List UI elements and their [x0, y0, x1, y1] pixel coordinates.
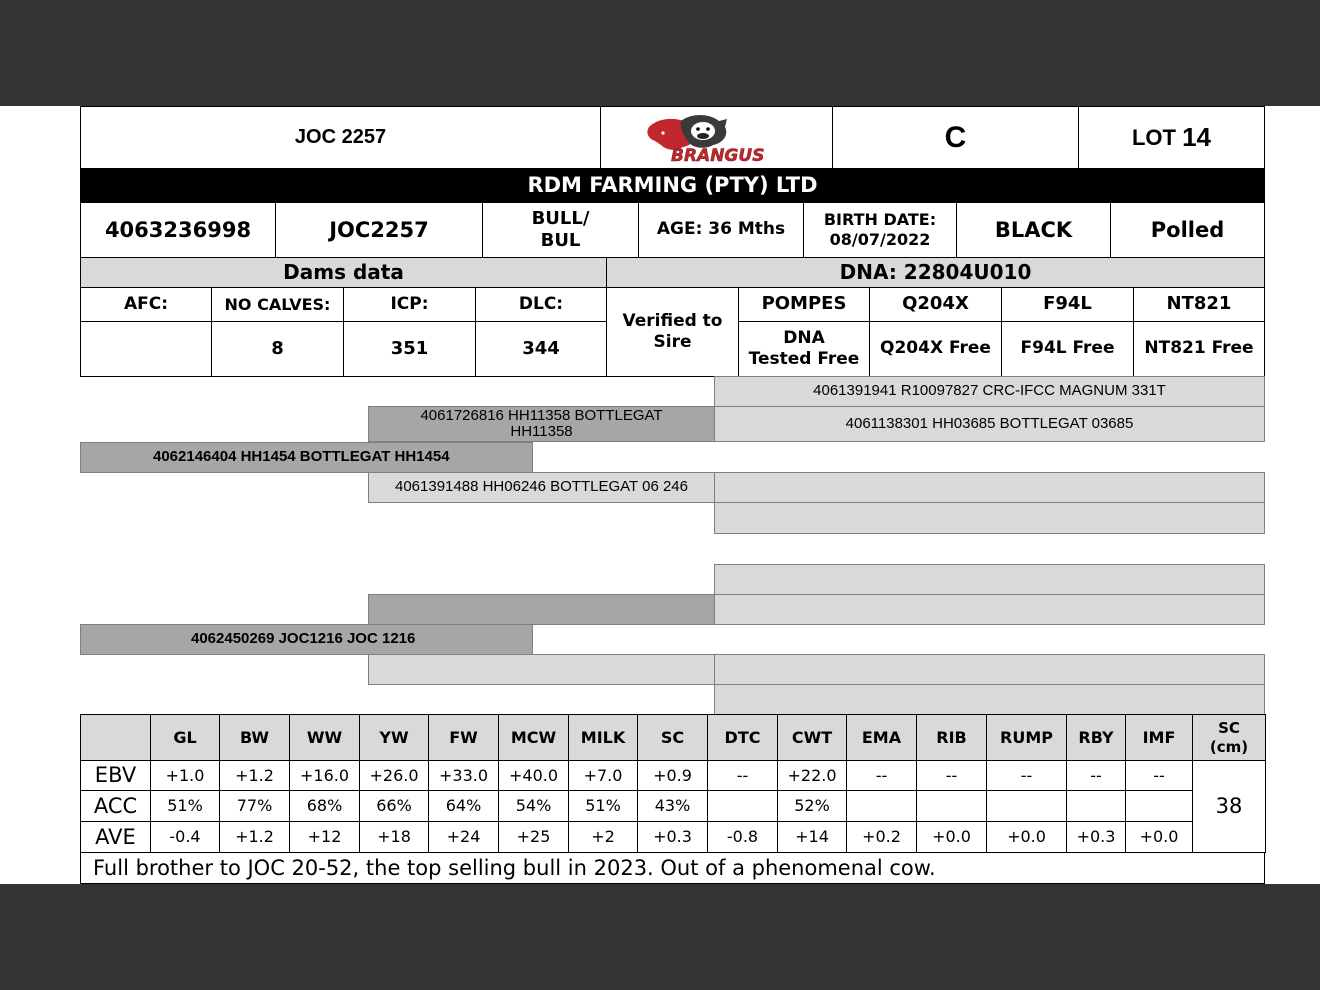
ebv-header-yw: YW	[359, 714, 429, 761]
ebv-ave-imf: +0.0	[1125, 821, 1193, 853]
ebv-header-dtc: DTC	[707, 714, 778, 761]
ebv-header-rump: RUMP	[986, 714, 1067, 761]
pedigree-dam-dam	[368, 654, 715, 685]
ebv-ebv-bw: +1.2	[219, 760, 290, 791]
sc-cm-line2: (cm)	[1209, 737, 1249, 756]
ebv-ebv-cwt: +22.0	[777, 760, 847, 791]
ebv-acc-bw: 77%	[219, 790, 290, 822]
ebv-ebv-dtc: --	[707, 760, 778, 791]
lot-value: 14	[1182, 122, 1212, 153]
dna-header-nt821: NT821	[1133, 287, 1265, 322]
ebv-acc-gl: 51%	[150, 790, 220, 822]
pedigree-dam-sire-dam	[714, 594, 1265, 625]
verified-line1: Verified to	[622, 310, 723, 331]
ebv-row-label-ebv: EBV	[80, 760, 151, 791]
animal-sex	[482, 202, 639, 258]
animal-colour: BLACK	[956, 202, 1111, 258]
pedigree-sire: 4062146404 HH1454 BOTTLEGAT HH1454	[80, 442, 533, 473]
birth-date-label: BIRTH DATE:	[823, 210, 937, 229]
animal-age: AGE: 36 Mths	[638, 202, 804, 258]
ebv-acc-milk: 51%	[568, 790, 638, 822]
ebv-acc-imf	[1125, 790, 1193, 822]
ebv-ave-dtc: -0.8	[707, 821, 778, 853]
verified-to-sire	[606, 287, 739, 377]
pompes-line1: DNA	[783, 327, 825, 348]
dams-header-no-calves: NO CALVES:	[211, 287, 344, 322]
sex-line2: BUL	[540, 230, 581, 251]
pedigree-sire-dam: 4061391488 HH06246 BOTTLEGAT 06 246	[368, 472, 715, 503]
pedigree-dam-sire	[368, 594, 715, 625]
ebv-ave-sc: +0.3	[637, 821, 708, 853]
lot-number	[1078, 106, 1265, 169]
birth-date	[803, 202, 957, 258]
ebv-header-rby: RBY	[1066, 714, 1126, 761]
pedigree-dam: 4062450269 JOC1216 JOC 1216	[80, 624, 533, 655]
ebv-header-imf: IMF	[1125, 714, 1193, 761]
ebv-ave-gl: -0.4	[150, 821, 220, 853]
svg-text:BRANGUS: BRANGUS	[670, 145, 764, 165]
ebv-acc-dtc	[707, 790, 778, 822]
verified-line2: Sire	[653, 332, 692, 352]
ebv-acc-mcw: 54%	[498, 790, 569, 822]
dna-result-pompes	[738, 321, 870, 377]
ebv-acc-ww: 68%	[289, 790, 360, 822]
ebv-acc-rump	[986, 790, 1067, 822]
dna-header-pompes: POMPES	[738, 287, 870, 322]
ebv-header-milk: MILK	[568, 714, 638, 761]
ebv-ave-ema: +0.2	[846, 821, 917, 853]
ebv-header-ema: EMA	[846, 714, 917, 761]
sc-cm-value: 38	[1192, 760, 1266, 853]
ebv-header-rib: RIB	[916, 714, 987, 761]
pedigree-dam-dam-dam	[714, 684, 1265, 715]
dams-header-afc: AFC:	[80, 287, 212, 322]
ebv-ave-rby: +0.3	[1066, 821, 1126, 853]
registration-number: 4063236998	[80, 202, 276, 258]
dams-value-icp: 351	[343, 321, 476, 377]
ebv-ave-bw: +1.2	[219, 821, 290, 853]
ebv-ave-milk: +2	[568, 821, 638, 853]
lot-label: LOT	[1131, 124, 1183, 150]
dna-title: DNA: 22804U010	[606, 257, 1265, 288]
ebv-ebv-gl: +1.0	[150, 760, 220, 791]
ebv-ave-rump: +0.0	[986, 821, 1067, 853]
pedigree-sire-sire: 4061726816 HH11358 BOTTLEGAT HH11358	[368, 406, 715, 442]
pedigree-sire-dam-sire	[714, 472, 1265, 503]
ebv-acc-ema	[846, 790, 917, 822]
pedigree-dam-sire-sire	[714, 564, 1265, 595]
ebv-acc-rby	[1066, 790, 1126, 822]
ebv-ebv-ema: --	[846, 760, 917, 791]
dams-data-title: Dams data	[80, 257, 607, 288]
ebv-ebv-yw: +26.0	[359, 760, 429, 791]
joc-title: JOC 2257	[80, 106, 601, 169]
pompes-line2: Tested Free	[748, 349, 860, 369]
ebv-ebv-milk: +7.0	[568, 760, 638, 791]
brangus-logo	[600, 106, 833, 169]
ebv-header-mcw: MCW	[498, 714, 569, 761]
pedigree-dam-dam-sire	[714, 654, 1265, 685]
horn-status: Polled	[1110, 202, 1265, 258]
pedigree-sire-sire-dam: 4061138301 HH03685 BOTTLEGAT 03685	[714, 406, 1265, 442]
pedigree-sire-sire-sire: 4061391941 R10097827 CRC-IFCC MAGNUM 331T	[714, 376, 1265, 407]
ebv-header-sc: SC	[637, 714, 708, 761]
ebv-acc-rib	[916, 790, 987, 822]
ebv-header-corner	[80, 714, 151, 761]
ebv-header-gl: GL	[150, 714, 220, 761]
top-band	[0, 0, 1320, 106]
sc-cm-line1: SC	[1218, 718, 1240, 737]
grade: C	[832, 106, 1079, 169]
ebv-ebv-rump: --	[986, 760, 1067, 791]
sex-line1: BULL/	[531, 207, 590, 229]
dna-header-f94l: F94L	[1001, 287, 1134, 322]
lot-comment: Full brother to JOC 20-52, the top selling bull in 2023. Out of a phenomenal cow.	[80, 852, 1265, 884]
dna-header-q204x: Q204X	[869, 287, 1002, 322]
ebv-ebv-rib: --	[916, 760, 987, 791]
dams-value-no-calves: 8	[211, 321, 344, 377]
dna-result-q204x: Q204X Free	[869, 321, 1002, 377]
ebv-ave-yw: +18	[359, 821, 429, 853]
ebv-row-label-ave: AVE	[80, 821, 151, 853]
ebv-ebv-ww: +16.0	[289, 760, 360, 791]
dna-result-f94l: F94L Free	[1001, 321, 1134, 377]
ebv-header-fw: FW	[428, 714, 499, 761]
ebv-header-sc-cm	[1192, 714, 1266, 761]
ebv-ebv-imf: --	[1125, 760, 1193, 791]
breeder-name: RDM FARMING (PTY) LTD	[80, 168, 1265, 203]
animal-tag: JOC2257	[275, 202, 483, 258]
pedigree-sire-dam-dam	[714, 502, 1265, 534]
ebv-ave-rib: +0.0	[916, 821, 987, 853]
dams-header-icp: ICP:	[343, 287, 476, 322]
dams-value-afc	[80, 321, 212, 377]
brangus-logo-icon	[637, 111, 797, 165]
ebv-row-label-acc: ACC	[80, 790, 151, 822]
birth-date-value: 08/07/2022	[829, 230, 931, 249]
ebv-header-cwt: CWT	[777, 714, 847, 761]
ebv-ebv-sc: +0.9	[637, 760, 708, 791]
ebv-acc-yw: 66%	[359, 790, 429, 822]
ebv-ebv-fw: +33.0	[428, 760, 499, 791]
dams-header-dlc: DLC:	[475, 287, 607, 322]
ebv-ave-cwt: +14	[777, 821, 847, 853]
ebv-ebv-rby: --	[1066, 760, 1126, 791]
bottom-band	[0, 884, 1320, 990]
ebv-ebv-mcw: +40.0	[498, 760, 569, 791]
ebv-ave-fw: +24	[428, 821, 499, 853]
ebv-ave-mcw: +25	[498, 821, 569, 853]
dams-value-dlc: 344	[475, 321, 607, 377]
ebv-acc-sc: 43%	[637, 790, 708, 822]
ebv-ave-ww: +12	[289, 821, 360, 853]
ebv-header-ww: WW	[289, 714, 360, 761]
ebv-acc-cwt: 52%	[777, 790, 847, 822]
ebv-acc-fw: 64%	[428, 790, 499, 822]
ebv-header-bw: BW	[219, 714, 290, 761]
dna-result-nt821: NT821 Free	[1133, 321, 1265, 377]
